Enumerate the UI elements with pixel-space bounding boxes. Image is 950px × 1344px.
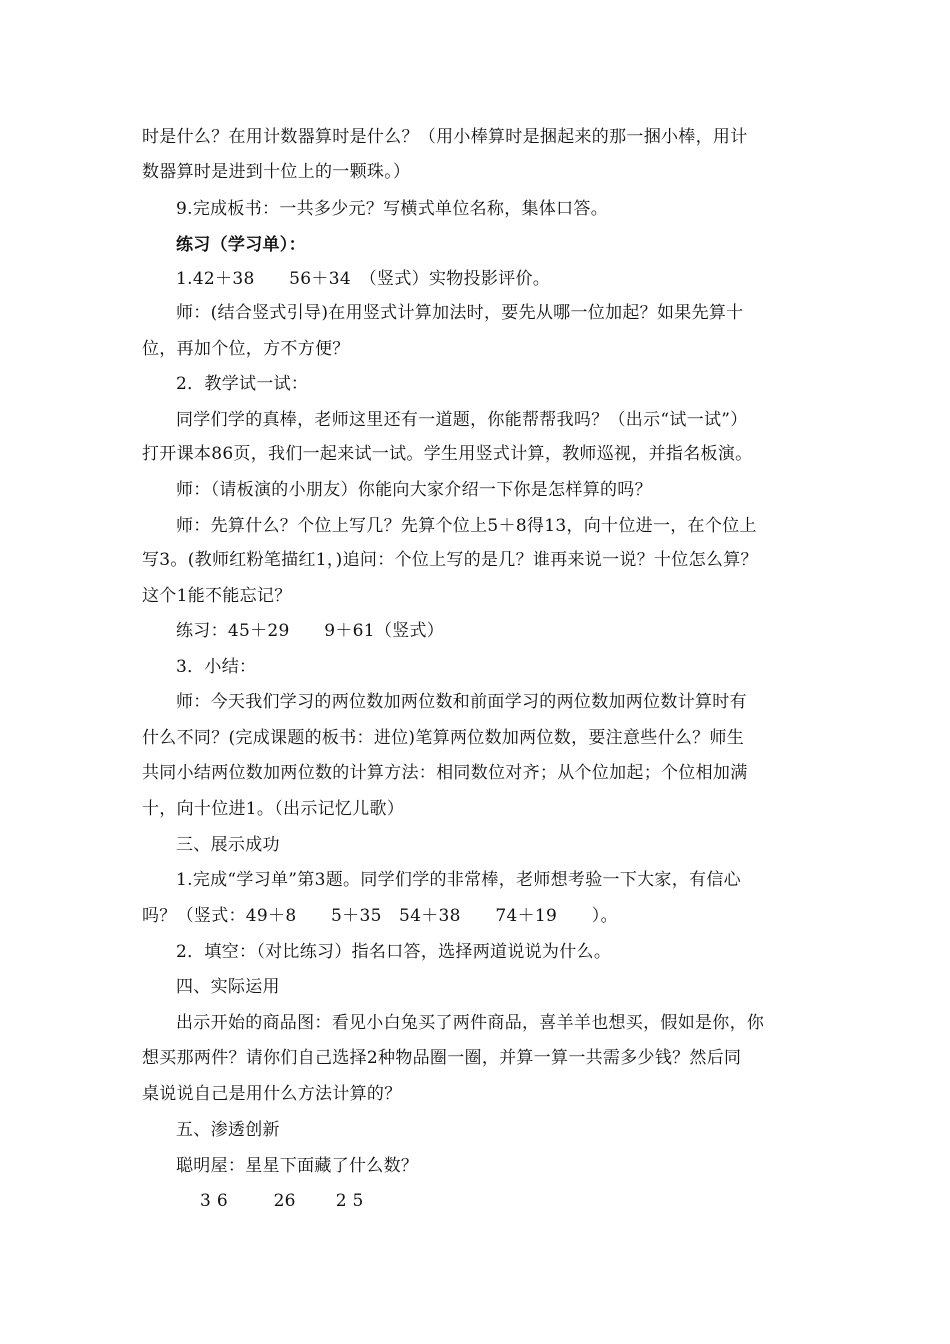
- text-line: 时是什么？在用计数器算时是什么？（用小棒算时是捆起来的那一捆小棒，用计: [142, 127, 748, 147]
- text-line: 3 6 26 2 5: [200, 1191, 364, 1211]
- text-line: 桌说说自己是用什么方法计算的？: [142, 1084, 402, 1104]
- text-line: 同学们学的真棒，老师这里还有一道题，你能帮帮我吗？（出示“试一试”）: [176, 410, 748, 430]
- text-line: 3．小结：: [176, 657, 257, 677]
- text-line: 打开课本86页，我们一起来试一试。学生用竖式计算，教师巡视，并指名板演。: [142, 444, 753, 464]
- text-line: 练习（学习单）：: [176, 235, 306, 255]
- text-line: 吗？（竖式：49＋8 5＋35 54＋38 74＋19 ）。: [142, 906, 618, 926]
- text-line: 师：今天我们学习的两位数加两位数和前面学习的两位数加两位数计算时有: [176, 692, 747, 712]
- text-line: 1.42＋38 56＋34 （竖式）实物投影评价。: [176, 269, 551, 289]
- text-line: 聪明屋：星星下面藏了什么数？: [176, 1156, 419, 1176]
- text-line: 五、渗透创新: [176, 1120, 280, 1140]
- text-line: 1.完成“学习单”第3题。同学们学的非常棒，老师想考验一下大家，有信心: [176, 870, 741, 890]
- text-line: 写3。(教师红粉笔描红1，)追问：个位上写的是几？谁再来说一说？十位怎么算？: [142, 550, 758, 570]
- text-line: 共同小结两位数加两位数的计算方法：相同数位对齐；从个位加起；个位相加满: [142, 763, 748, 783]
- text-line: 数器算时是进到十位上的一颗珠。）: [142, 162, 411, 182]
- text-line: 师：(结合竖式引导)在用竖式计算加法时，要先从哪一位加起？如果先算十: [176, 303, 744, 323]
- text-line: 出示开始的商品图：看见小白兔买了两件商品，喜羊羊也想买，假如是你，你: [176, 1013, 765, 1033]
- text-line: 位，再加个位，方不方便？: [142, 339, 350, 359]
- text-line: 9.完成板书：一共多少元？写横式单位名称，集体口答。: [176, 199, 609, 219]
- text-line: 2．教学试一试：: [176, 374, 309, 394]
- text-line: 师：（请板演的小朋友）你能向大家介绍一下你是怎样算的吗？: [176, 480, 652, 500]
- text-line: 想买那两件？请你们自己选择2种物品圈一圈，并算一算一共需多少钱？然后同: [142, 1048, 742, 1068]
- text-line: 四、实际运用: [176, 977, 280, 997]
- text-line: 十，向十位进1。（出示记忆儿歌）: [142, 799, 405, 819]
- text-line: 三、展示成功: [176, 835, 280, 855]
- text-line: 这个1能不能忘记？: [142, 586, 292, 606]
- text-line: 练习：45＋29 9＋61（竖式）: [176, 621, 445, 641]
- text-line: 什么不同？(完成课题的板书：进位)笔算两位数加两位数，要注意些什么？师生: [142, 728, 745, 748]
- text-line: 2．填空：（对比练习）指名口答，选择两道说说为什么。: [176, 942, 612, 962]
- text-line: 师：先算什么？个位上写几？先算个位上5＋8得13，向十位进一，在个位上: [176, 516, 757, 536]
